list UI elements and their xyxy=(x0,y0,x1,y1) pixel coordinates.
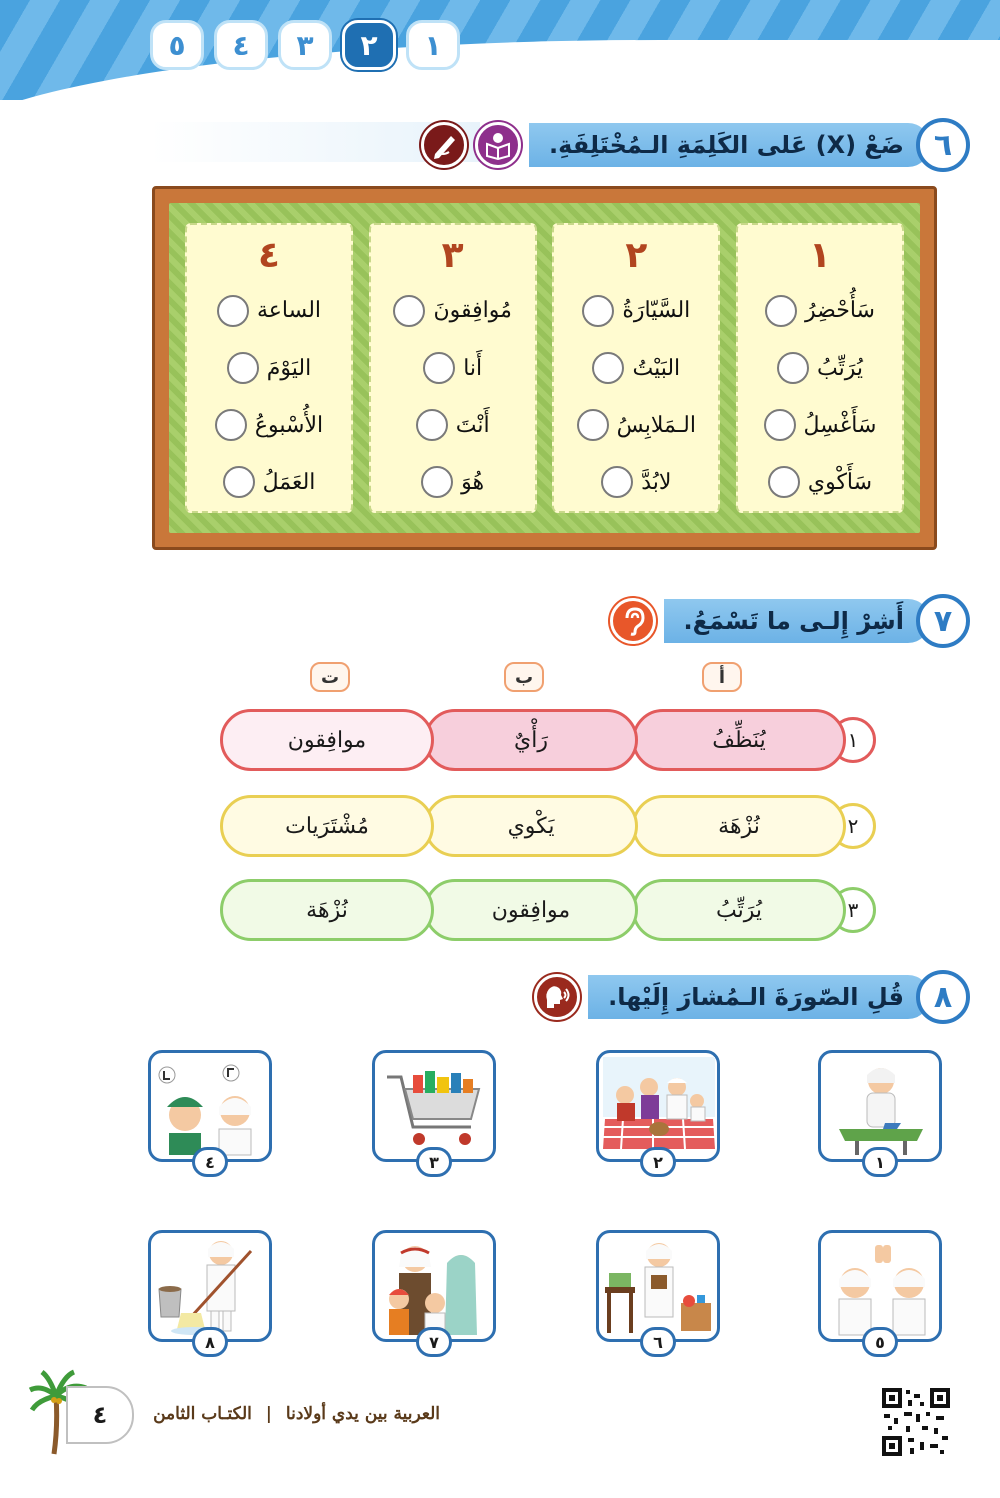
option-row[interactable] xyxy=(187,454,351,511)
word-card-3 xyxy=(369,223,537,513)
picture-card-3[interactable] xyxy=(372,1050,496,1172)
option-word: أَنْتَ xyxy=(455,412,490,438)
answer-circle[interactable] xyxy=(416,409,448,441)
option-word: هُوَ xyxy=(461,469,485,495)
answer-circle[interactable] xyxy=(764,409,796,441)
word-pill[interactable]: رَأْيٌ xyxy=(424,709,638,771)
shopping-cart-icon xyxy=(379,1057,491,1157)
unit-tab-2[interactable]: ٢ xyxy=(342,20,396,70)
book-title: العربية بين يدي أولادنا xyxy=(285,1404,440,1424)
card-number: ٢ xyxy=(625,235,648,276)
column-label-b: ب xyxy=(504,662,544,692)
option-row[interactable] xyxy=(738,397,902,454)
option-word: الساعة xyxy=(256,298,322,324)
option-word: سَأَغْسِلُ xyxy=(803,412,877,438)
picture-number: ٦ xyxy=(640,1327,676,1357)
qr-code-icon[interactable] xyxy=(880,1386,952,1458)
picture-card-4[interactable] xyxy=(148,1050,272,1172)
picture-card-5[interactable] xyxy=(818,1230,942,1352)
unit-tab-3[interactable]: ٣ xyxy=(278,20,332,70)
exercise7-number: ٧ xyxy=(916,594,970,648)
option-word: سَأُحْضِرُ xyxy=(805,298,875,324)
unit-tab-5[interactable]: ٥ xyxy=(150,20,204,70)
picture-number: ٥ xyxy=(862,1327,898,1357)
exercise8-header xyxy=(534,972,970,1022)
option-row[interactable] xyxy=(371,397,535,454)
answer-circle[interactable] xyxy=(592,352,624,384)
unit-tab-1[interactable]: ١ xyxy=(406,20,460,70)
answer-circle[interactable] xyxy=(223,466,255,498)
exercise6-number: ٦ xyxy=(916,118,970,172)
word-pill[interactable]: مُشْتَرَيات xyxy=(220,795,434,857)
unit-tab-4[interactable]: ٤ xyxy=(214,20,268,70)
unit-tabs xyxy=(150,20,520,70)
reading-icon xyxy=(475,122,521,168)
row-number: ٢ xyxy=(847,814,859,838)
word-card-4 xyxy=(185,223,353,513)
picture-number: ٨ xyxy=(192,1327,228,1357)
answer-circle[interactable] xyxy=(215,409,247,441)
option-word: لابُدَّ xyxy=(641,469,672,495)
answer-circle[interactable] xyxy=(601,466,633,498)
option-word: مُوافِقونَ xyxy=(433,298,512,324)
word-card-2 xyxy=(552,223,720,513)
exercise6-header xyxy=(421,120,970,170)
boy-mopping-icon xyxy=(155,1237,267,1337)
picture-card-7[interactable] xyxy=(372,1230,496,1352)
ear-icon xyxy=(610,598,656,644)
picture-number: ٣ xyxy=(416,1147,452,1177)
option-row[interactable] xyxy=(187,339,351,396)
answer-circle[interactable] xyxy=(777,352,809,384)
option-word: اليَوْمَ xyxy=(266,355,312,381)
row-number: ٣ xyxy=(847,898,859,922)
answer-circle[interactable] xyxy=(217,295,249,327)
option-row[interactable] xyxy=(554,282,718,339)
option-row[interactable] xyxy=(371,282,535,339)
exercise6-board xyxy=(152,186,937,550)
option-word: أَنا xyxy=(463,355,483,381)
speaking-icon xyxy=(534,974,580,1020)
option-row[interactable] xyxy=(371,454,535,511)
row-number: ١ xyxy=(847,728,859,752)
answer-circle[interactable] xyxy=(227,352,259,384)
word-card-1 xyxy=(736,223,904,513)
card-number: ١ xyxy=(808,235,831,276)
word-pill[interactable]: نُزْهَة xyxy=(632,795,846,857)
picture-card-8[interactable] xyxy=(148,1230,272,1352)
picture-card-2[interactable] xyxy=(596,1050,720,1172)
board-surface xyxy=(169,203,920,533)
card-number: ٤ xyxy=(258,235,280,276)
option-word: السَّيّارَةُ xyxy=(622,298,691,324)
boys-high-five-icon xyxy=(825,1237,937,1337)
boys-disagree-icon xyxy=(155,1057,267,1157)
word-pill[interactable]: موافِقون xyxy=(424,879,638,941)
column-label-t: ت xyxy=(310,662,350,692)
answer-circle[interactable] xyxy=(577,409,609,441)
card-number: ٣ xyxy=(441,235,464,276)
option-row[interactable] xyxy=(554,397,718,454)
option-row[interactable] xyxy=(738,339,902,396)
picture-card-1[interactable] xyxy=(818,1050,942,1172)
word-pill[interactable]: يُنَظِّفُ xyxy=(632,709,846,771)
exercise8-instruction: قُلِ الصّورَةَ الـمُشارَ إِلَيْها. xyxy=(588,975,930,1019)
picture-card-6[interactable] xyxy=(596,1230,720,1352)
picture-number: ٤ xyxy=(192,1147,228,1177)
exercise8-number: ٨ xyxy=(916,970,970,1024)
option-row[interactable] xyxy=(738,282,902,339)
boy-ironing-icon xyxy=(825,1057,937,1157)
word-pill[interactable]: موافِقون xyxy=(220,709,434,771)
footer-separator: | xyxy=(265,1404,272,1424)
exercise6-instruction: ضَعْ (X) عَلى الكَلِمَةِ الـمُخْتَلِفَةِ. xyxy=(529,123,930,167)
book-number: الكتـاب الثامن xyxy=(153,1404,252,1424)
footer-book-info xyxy=(153,1404,440,1424)
option-row[interactable] xyxy=(187,397,351,454)
word-pill[interactable]: يَكْوي xyxy=(424,795,638,857)
word-pill[interactable]: نُزْهَة xyxy=(220,879,434,941)
word-pill[interactable]: يُرَتِّبُ xyxy=(632,879,846,941)
option-row[interactable] xyxy=(738,454,902,511)
option-row[interactable] xyxy=(187,282,351,339)
exercise7-header xyxy=(610,596,970,646)
picture-number: ٧ xyxy=(416,1327,452,1357)
boy-tidying-icon xyxy=(603,1237,715,1337)
option-row[interactable] xyxy=(371,339,535,396)
picture-number: ١ xyxy=(862,1147,898,1177)
option-word: العَمَلُ xyxy=(262,469,316,495)
option-row[interactable] xyxy=(554,454,718,511)
pencil-icon xyxy=(421,122,467,168)
answer-circle[interactable] xyxy=(393,295,425,327)
answer-circle[interactable] xyxy=(423,352,455,384)
answer-circle[interactable] xyxy=(768,466,800,498)
option-word: يُرَتِّبُ xyxy=(816,355,863,381)
family-picnic-icon xyxy=(603,1057,715,1157)
page-number: ٤ xyxy=(66,1386,134,1444)
picture-number: ٢ xyxy=(640,1147,676,1177)
column-label-a: أ xyxy=(702,662,742,692)
family-portrait-icon xyxy=(379,1237,491,1337)
answer-circle[interactable] xyxy=(765,295,797,327)
option-row[interactable] xyxy=(554,339,718,396)
answer-circle[interactable] xyxy=(421,466,453,498)
option-word: سَأَكْوي xyxy=(807,469,873,495)
option-word: البَيْتُ xyxy=(632,355,681,381)
exercise7-instruction: أَشِرْ إِلـى ما تَسْمَعُ. xyxy=(664,599,930,643)
option-word: الـمَلابِسُ xyxy=(616,412,696,438)
answer-circle[interactable] xyxy=(582,295,614,327)
option-word: الأُسْبوعُ xyxy=(254,412,324,438)
